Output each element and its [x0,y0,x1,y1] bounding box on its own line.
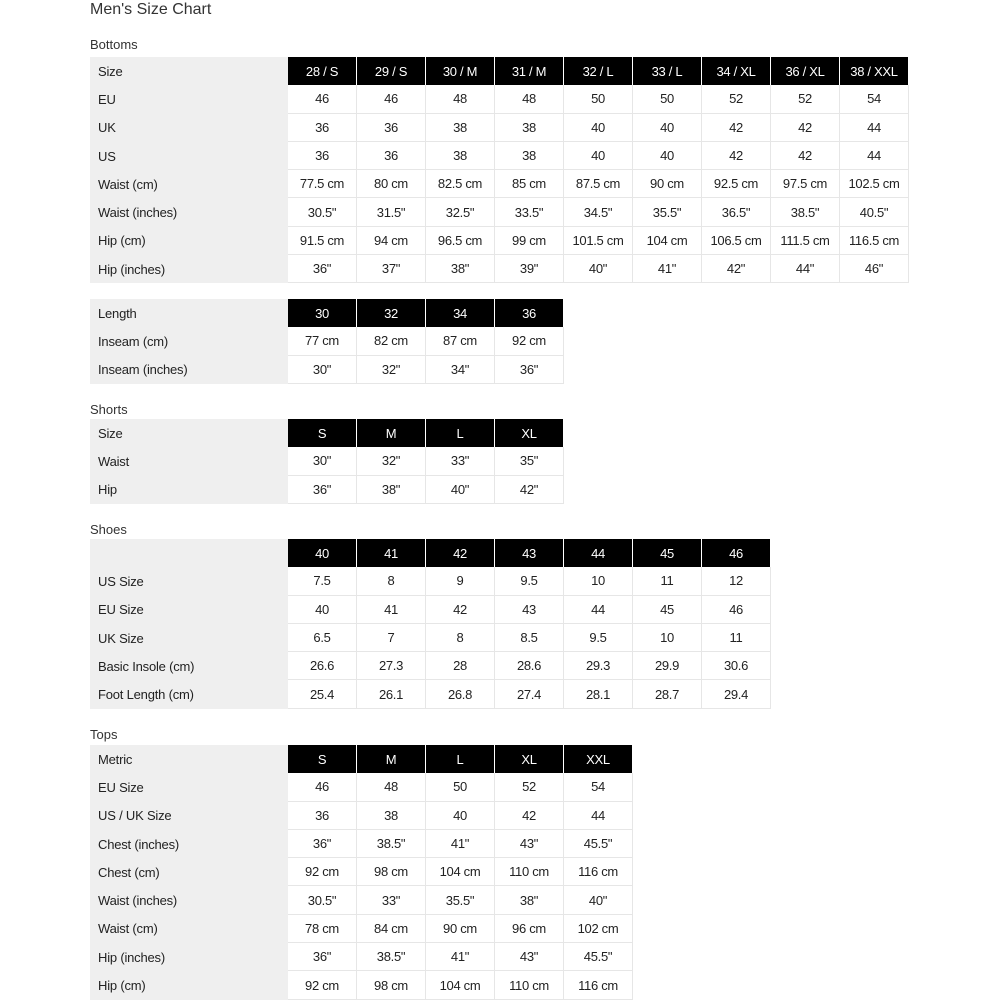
size-value-cell: 85 cm [495,170,564,198]
size-header-cell: 38 / XXL [840,57,909,85]
size-value-cell: 7 [357,624,426,652]
size-value-cell: 36 [288,142,357,170]
size-value-cell: 104 cm [633,227,702,255]
size-header-cell: S [288,419,357,447]
size-value-cell: 28.6 [495,652,564,680]
size-value-cell: 9.5 [564,624,633,652]
table-row [90,356,564,384]
size-header-cell: 46 [702,539,771,567]
size-value-cell: 42 [426,596,495,624]
size-header-cell: XL [495,419,564,447]
size-value-cell: 42 [771,114,840,142]
row-label: Waist (cm) [90,170,288,198]
size-value-cell: 36 [357,142,426,170]
row-label: Hip (inches) [90,943,288,971]
table-header-row [90,539,771,567]
size-value-cell: 52 [495,773,564,801]
table-shoes [90,539,771,709]
table-row [90,652,771,680]
size-value-cell: 40 [564,114,633,142]
size-value-cell: 41" [426,830,495,858]
size-value-cell: 30.5" [288,886,357,914]
size-value-cell: 36 [357,114,426,142]
section-label-bottoms: Bottoms [90,37,138,52]
size-value-cell: 38 [495,142,564,170]
size-value-cell: 102 cm [564,915,633,943]
size-value-cell: 41" [633,255,702,283]
size-value-cell: 90 cm [426,915,495,943]
size-value-cell: 77.5 cm [288,170,357,198]
size-value-cell: 34" [426,356,495,384]
size-value-cell: 42" [702,255,771,283]
size-value-cell: 44 [564,802,633,830]
size-value-cell: 36 [288,802,357,830]
size-value-cell: 44 [564,596,633,624]
size-value-cell: 26.6 [288,652,357,680]
size-value-cell: 116 cm [564,971,633,999]
size-value-cell: 9 [426,567,495,595]
size-value-cell: 40 [633,142,702,170]
row-label: Chest (inches) [90,830,288,858]
table-bottoms [90,57,909,283]
size-value-cell: 36" [288,830,357,858]
size-value-cell: 35.5" [633,198,702,226]
table-row [90,476,564,504]
size-value-cell: 8.5 [495,624,564,652]
row-label: Waist [90,447,288,475]
table-header-row [90,57,909,85]
size-value-cell: 104 cm [426,858,495,886]
size-value-cell: 34.5" [564,198,633,226]
row-label: Waist (inches) [90,886,288,914]
size-value-cell: 12 [702,567,771,595]
size-value-cell: 40" [426,476,495,504]
size-value-cell: 28.7 [633,680,702,708]
size-value-cell: 36" [288,476,357,504]
size-value-cell: 46 [288,85,357,113]
size-value-cell: 11 [633,567,702,595]
row-label: EU [90,85,288,113]
size-header-cell: XXL [564,745,633,773]
row-label: UK [90,114,288,142]
row-label: Hip [90,476,288,504]
size-value-cell: 11 [702,624,771,652]
size-value-cell: 28 [426,652,495,680]
size-header-cell: 40 [288,539,357,567]
size-value-cell: 41 [357,596,426,624]
size-value-cell: 94 cm [357,227,426,255]
size-value-cell: 37" [357,255,426,283]
size-value-cell: 38 [426,114,495,142]
table-row [90,971,633,999]
size-value-cell: 77 cm [288,327,357,355]
size-value-cell: 96.5 cm [426,227,495,255]
size-header-cell: 29 / S [357,57,426,85]
size-value-cell: 29.4 [702,680,771,708]
table-length [90,299,564,384]
size-value-cell: 46 [288,773,357,801]
size-value-cell: 48 [357,773,426,801]
size-value-cell: 46" [840,255,909,283]
table-row [90,596,771,624]
table-row [90,85,909,113]
size-value-cell: 104 cm [426,971,495,999]
size-value-cell: 32.5" [426,198,495,226]
size-value-cell: 42 [771,142,840,170]
size-value-cell: 42" [495,476,564,504]
size-value-cell: 40 [633,114,702,142]
size-value-cell: 82.5 cm [426,170,495,198]
table-row [90,943,633,971]
size-header-cell: S [288,745,357,773]
table-row [90,170,909,198]
row-label: Length [90,299,288,327]
table-row [90,773,633,801]
size-value-cell: 44 [840,142,909,170]
table-row [90,915,633,943]
size-value-cell: 42 [702,114,771,142]
size-value-cell: 38" [357,476,426,504]
size-value-cell: 35.5" [426,886,495,914]
table-row [90,886,633,914]
row-label: Inseam (inches) [90,356,288,384]
size-value-cell: 25.4 [288,680,357,708]
size-value-cell: 92 cm [288,858,357,886]
table-row [90,327,564,355]
size-header-cell: 33 / L [633,57,702,85]
row-label: Inseam (cm) [90,327,288,355]
table-header-row [90,745,633,773]
size-value-cell: 40" [564,886,633,914]
size-value-cell: 96 cm [495,915,564,943]
row-label: Hip (cm) [90,971,288,999]
size-value-cell: 40" [564,255,633,283]
size-value-cell: 91.5 cm [288,227,357,255]
size-value-cell: 6.5 [288,624,357,652]
size-value-cell: 111.5 cm [771,227,840,255]
size-value-cell: 29.3 [564,652,633,680]
table-row [90,680,771,708]
size-header-cell: 43 [495,539,564,567]
size-value-cell: 50 [426,773,495,801]
size-value-cell: 42 [495,802,564,830]
size-value-cell: 48 [495,85,564,113]
size-header-cell: 32 / L [564,57,633,85]
size-value-cell: 45.5" [564,830,633,858]
size-header-cell: 36 / XL [771,57,840,85]
size-value-cell: 36" [495,356,564,384]
size-header-cell: 30 [288,299,357,327]
size-value-cell: 26.8 [426,680,495,708]
size-value-cell: 50 [633,85,702,113]
table-tops [90,745,633,1000]
size-value-cell: 46 [702,596,771,624]
table-row [90,198,909,226]
size-value-cell: 90 cm [633,170,702,198]
size-value-cell: 98 cm [357,858,426,886]
table-row [90,567,771,595]
size-value-cell: 35" [495,447,564,475]
size-value-cell: 44 [840,114,909,142]
row-label: Metric [90,745,288,773]
size-value-cell: 36" [288,255,357,283]
size-header-cell: 30 / M [426,57,495,85]
size-header-cell: 31 / M [495,57,564,85]
table-row [90,858,633,886]
size-header-cell: 42 [426,539,495,567]
section-label-tops: Tops [90,727,118,742]
table-shorts [90,419,564,504]
size-value-cell: 38 [426,142,495,170]
row-label: Foot Length (cm) [90,680,288,708]
row-label: Waist (cm) [90,915,288,943]
size-value-cell: 84 cm [357,915,426,943]
size-value-cell: 92.5 cm [702,170,771,198]
size-header-cell: L [426,419,495,447]
size-value-cell: 50 [564,85,633,113]
size-value-cell: 43 [495,596,564,624]
size-value-cell: 45.5" [564,943,633,971]
table-row [90,255,909,283]
size-value-cell: 116 cm [564,858,633,886]
size-value-cell: 101.5 cm [564,227,633,255]
size-value-cell: 32" [357,356,426,384]
row-label: Waist (inches) [90,198,288,226]
size-value-cell: 44" [771,255,840,283]
row-label: EU Size [90,773,288,801]
size-value-cell: 46 [357,85,426,113]
size-value-cell: 52 [702,85,771,113]
size-value-cell: 38" [426,255,495,283]
section-label-shorts: Shorts [90,402,128,417]
size-value-cell: 54 [840,85,909,113]
size-value-cell: 87 cm [426,327,495,355]
size-value-cell: 106.5 cm [702,227,771,255]
size-value-cell: 41" [426,943,495,971]
size-value-cell: 7.5 [288,567,357,595]
size-value-cell: 38.5" [357,943,426,971]
size-value-cell: 10 [633,624,702,652]
row-label: EU Size [90,596,288,624]
size-value-cell: 36.5" [702,198,771,226]
size-value-cell: 30.6 [702,652,771,680]
size-value-cell: 38.5" [357,830,426,858]
row-label: Chest (cm) [90,858,288,886]
size-header-cell: 41 [357,539,426,567]
size-value-cell: 8 [357,567,426,595]
size-value-cell: 52 [771,85,840,113]
size-header-cell: XL [495,745,564,773]
size-value-cell: 99 cm [495,227,564,255]
size-value-cell: 43" [495,830,564,858]
size-value-cell: 33" [426,447,495,475]
size-value-cell: 10 [564,567,633,595]
size-value-cell: 9.5 [495,567,564,595]
size-value-cell: 33.5" [495,198,564,226]
size-header-cell: M [357,745,426,773]
size-value-cell: 40 [564,142,633,170]
size-value-cell: 26.1 [357,680,426,708]
size-value-cell: 28.1 [564,680,633,708]
size-value-cell: 39" [495,255,564,283]
table-header-row [90,419,564,447]
size-value-cell: 42 [702,142,771,170]
size-value-cell: 110 cm [495,971,564,999]
size-value-cell: 32" [357,447,426,475]
size-value-cell: 30.5" [288,198,357,226]
size-value-cell: 30" [288,447,357,475]
table-row [90,802,633,830]
size-value-cell: 40.5" [840,198,909,226]
size-value-cell: 27.3 [357,652,426,680]
size-header-cell: 36 [495,299,564,327]
size-value-cell: 27.4 [495,680,564,708]
size-value-cell: 82 cm [357,327,426,355]
row-label [90,539,288,567]
size-value-cell: 54 [564,773,633,801]
size-header-cell: 32 [357,299,426,327]
row-label: Size [90,57,288,85]
size-value-cell: 40 [288,596,357,624]
size-value-cell: 116.5 cm [840,227,909,255]
size-value-cell: 38" [495,886,564,914]
size-header-cell: 44 [564,539,633,567]
size-value-cell: 80 cm [357,170,426,198]
size-header-cell: 28 / S [288,57,357,85]
size-value-cell: 97.5 cm [771,170,840,198]
size-value-cell: 92 cm [495,327,564,355]
size-value-cell: 31.5" [357,198,426,226]
table-header-row [90,299,564,327]
row-label: US / UK Size [90,802,288,830]
size-value-cell: 87.5 cm [564,170,633,198]
size-value-cell: 40 [426,802,495,830]
size-value-cell: 30" [288,356,357,384]
size-value-cell: 38 [357,802,426,830]
section-label-shoes: Shoes [90,522,127,537]
size-value-cell: 38.5" [771,198,840,226]
table-row [90,624,771,652]
size-header-cell: 34 [426,299,495,327]
row-label: US Size [90,567,288,595]
size-value-cell: 78 cm [288,915,357,943]
row-label: UK Size [90,624,288,652]
row-label: US [90,142,288,170]
size-value-cell: 38 [495,114,564,142]
size-value-cell: 8 [426,624,495,652]
size-value-cell: 45 [633,596,702,624]
size-header-cell: L [426,745,495,773]
page-title: Men's Size Chart [90,1,212,18]
row-label: Hip (inches) [90,255,288,283]
table-row [90,142,909,170]
size-value-cell: 43" [495,943,564,971]
size-value-cell: 110 cm [495,858,564,886]
size-value-cell: 33" [357,886,426,914]
row-label: Size [90,419,288,447]
size-header-cell: M [357,419,426,447]
size-value-cell: 29.9 [633,652,702,680]
size-header-cell: 34 / XL [702,57,771,85]
size-value-cell: 92 cm [288,971,357,999]
table-row [90,830,633,858]
size-value-cell: 48 [426,85,495,113]
table-row [90,447,564,475]
size-value-cell: 36" [288,943,357,971]
size-value-cell: 102.5 cm [840,170,909,198]
table-row [90,227,909,255]
size-value-cell: 36 [288,114,357,142]
size-value-cell: 98 cm [357,971,426,999]
size-header-cell: 45 [633,539,702,567]
row-label: Basic Insole (cm) [90,652,288,680]
table-row [90,114,909,142]
row-label: Hip (cm) [90,227,288,255]
